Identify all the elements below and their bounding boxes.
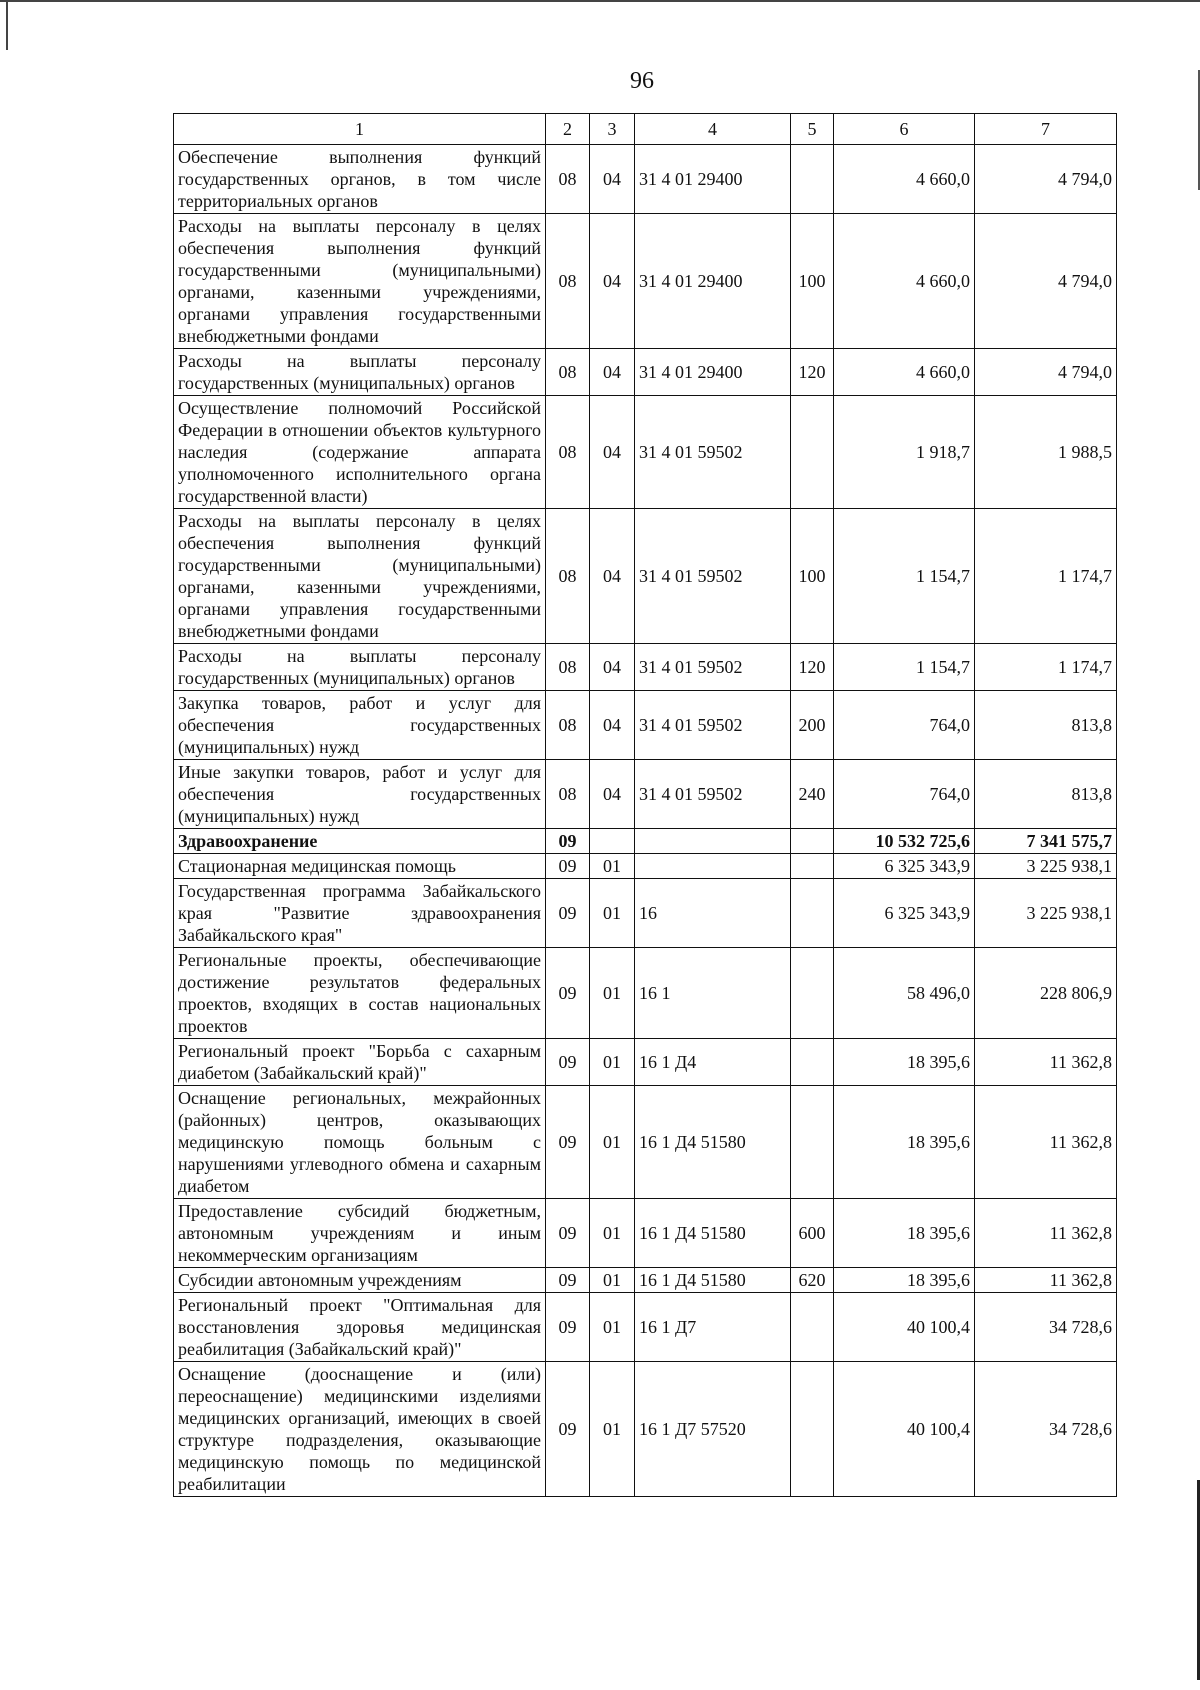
amount-col7-cell: 3 225 938,1 [975, 879, 1117, 948]
subsection-code-cell: 01 [590, 854, 635, 879]
target-article-cell: 16 1 [635, 948, 791, 1039]
expense-type-cell [791, 396, 834, 509]
subsection-code-cell: 01 [590, 1293, 635, 1362]
item-name-cell: Обеспечение выполнения функций государственных органов, в том числе территориальных органов [174, 145, 546, 214]
target-article-cell [635, 829, 791, 854]
amount-col6-cell: 10 532 725,6 [834, 829, 975, 854]
item-name-cell: Оснащение региональных, межрайонных (районных) центров, оказывающих медицинскую помощь больным с нарушениями углеводного обмена и сахарным диабетом [174, 1086, 546, 1199]
amount-col6-cell: 1 154,7 [834, 644, 975, 691]
expense-type-cell [791, 879, 834, 948]
expense-type-cell [791, 948, 834, 1039]
subsection-code-cell: 04 [590, 509, 635, 644]
expense-type-cell [791, 145, 834, 214]
table-row [174, 760, 1117, 829]
section-code-cell: 09 [546, 1039, 590, 1086]
expense-type-cell: 120 [791, 644, 834, 691]
section-code-cell: 09 [546, 1086, 590, 1199]
amount-col7-cell: 11 362,8 [975, 1268, 1117, 1293]
expense-type-cell: 120 [791, 349, 834, 396]
header-cell: 3 [590, 114, 635, 145]
item-name-cell: Здравоохранение [174, 829, 546, 854]
subsection-code-cell: 04 [590, 760, 635, 829]
table-row [174, 1362, 1117, 1497]
section-code-cell: 09 [546, 829, 590, 854]
table-row [174, 691, 1117, 760]
amount-col6-cell: 1 154,7 [834, 509, 975, 644]
expense-type-cell: 600 [791, 1199, 834, 1268]
amount-col6-cell: 764,0 [834, 691, 975, 760]
amount-col7-cell: 3 225 938,1 [975, 854, 1117, 879]
amount-col7-cell: 1 174,7 [975, 509, 1117, 644]
table-row [174, 509, 1117, 644]
item-name-cell: Иные закупки товаров, работ и услуг для обеспечения государственных (муниципальных) нужд [174, 760, 546, 829]
item-name-cell: Закупка товаров, работ и услуг для обеспечения государственных (муниципальных) нужд [174, 691, 546, 760]
expense-type-cell [791, 854, 834, 879]
section-code-cell: 09 [546, 1199, 590, 1268]
amount-col6-cell: 1 918,7 [834, 396, 975, 509]
target-article-cell: 16 1 Д7 [635, 1293, 791, 1362]
table-row [174, 1199, 1117, 1268]
section-code-cell: 09 [546, 1268, 590, 1293]
expense-type-cell [791, 829, 834, 854]
expense-type-cell: 100 [791, 214, 834, 349]
amount-col7-cell: 813,8 [975, 691, 1117, 760]
amount-col6-cell: 58 496,0 [834, 948, 975, 1039]
item-name-cell: Предоставление субсидий бюджетным, автономным учреждениям и иным некоммерческим организациям [174, 1199, 546, 1268]
item-name-cell: Расходы на выплаты персоналу в целях обеспечения выполнения функций государственными (муниципальными) органами, казенными учреждениями, органами управления государственными внебюджетными фондами [174, 509, 546, 644]
header-cell: 7 [975, 114, 1117, 145]
item-name-cell: Оснащение (дооснащение и (или) переоснащение) медицинскими изделиями медицинских организаций, имеющих в своей структуре подразделения, оказывающие медицинскую помощь по медицинской реабилитации [174, 1362, 546, 1497]
table-row [174, 879, 1117, 948]
subsection-code-cell: 04 [590, 349, 635, 396]
table-row [174, 854, 1117, 879]
expense-type-cell [791, 1362, 834, 1497]
table-header-row [174, 114, 1117, 145]
amount-col6-cell: 40 100,4 [834, 1293, 975, 1362]
amount-col7-cell: 34 728,6 [975, 1362, 1117, 1497]
table-row [174, 396, 1117, 509]
subsection-code-cell: 04 [590, 145, 635, 214]
scan-edge-top [0, 0, 1200, 2]
item-name-cell: Региональные проекты, обеспечивающие достижение результатов федеральных проектов, входящих в состав национальных проектов [174, 948, 546, 1039]
table-row [174, 1086, 1117, 1199]
target-article-cell: 31 4 01 59502 [635, 396, 791, 509]
section-code-cell: 08 [546, 509, 590, 644]
table-row [174, 349, 1117, 396]
target-article-cell: 31 4 01 59502 [635, 509, 791, 644]
amount-col6-cell: 18 395,6 [834, 1086, 975, 1199]
subsection-code-cell: 01 [590, 1199, 635, 1268]
header-cell: 4 [635, 114, 791, 145]
section-code-cell: 08 [546, 691, 590, 760]
amount-col7-cell: 34 728,6 [975, 1293, 1117, 1362]
section-code-cell: 09 [546, 1362, 590, 1497]
amount-col7-cell: 1 988,5 [975, 396, 1117, 509]
table-row [174, 214, 1117, 349]
table-row [174, 948, 1117, 1039]
subsection-code-cell: 04 [590, 396, 635, 509]
subsection-code-cell: 04 [590, 691, 635, 760]
expense-type-cell [791, 1086, 834, 1199]
subsection-code-cell: 01 [590, 1039, 635, 1086]
item-name-cell: Региональный проект "Борьба с сахарным диабетом (Забайкальский край)" [174, 1039, 546, 1086]
amount-col6-cell: 4 660,0 [834, 145, 975, 214]
item-name-cell: Расходы на выплаты персоналу в целях обеспечения выполнения функций государственными (муниципальными) органами, казенными учреждениями, органами управления государственными внебюджетными фондами [174, 214, 546, 349]
table-row [174, 644, 1117, 691]
item-name-cell: Субсидии автономным учреждениям [174, 1268, 546, 1293]
section-code-cell: 08 [546, 644, 590, 691]
section-code-cell: 08 [546, 214, 590, 349]
amount-col6-cell: 40 100,4 [834, 1362, 975, 1497]
subsection-code-cell: 01 [590, 1362, 635, 1497]
subsection-code-cell: 04 [590, 644, 635, 691]
target-article-cell: 16 1 Д4 [635, 1039, 791, 1086]
section-code-cell: 09 [546, 948, 590, 1039]
amount-col7-cell: 11 362,8 [975, 1086, 1117, 1199]
target-article-cell: 16 1 Д4 51580 [635, 1199, 791, 1268]
amount-col6-cell: 18 395,6 [834, 1039, 975, 1086]
header-cell: 1 [174, 114, 546, 145]
subsection-code-cell: 01 [590, 948, 635, 1039]
target-article-cell [635, 854, 791, 879]
target-article-cell: 16 1 Д4 51580 [635, 1086, 791, 1199]
amount-col7-cell: 228 806,9 [975, 948, 1117, 1039]
amount-col7-cell: 1 174,7 [975, 644, 1117, 691]
item-name-cell: Расходы на выплаты персоналу государственных (муниципальных) органов [174, 349, 546, 396]
amount-col7-cell: 11 362,8 [975, 1039, 1117, 1086]
item-name-cell: Региональный проект "Оптимальная для восстановления здоровья медицинская реабилитация (Забайкальский край)" [174, 1293, 546, 1362]
header-cell: 5 [791, 114, 834, 145]
amount-col7-cell: 4 794,0 [975, 349, 1117, 396]
item-name-cell: Осуществление полномочий Российской Федерации в отношении объектов культурного наследия (содержание аппарата уполномоченного исполнительного органа государственной власти) [174, 396, 546, 509]
expense-type-cell: 100 [791, 509, 834, 644]
section-code-cell: 08 [546, 349, 590, 396]
table-row [174, 1293, 1117, 1362]
section-code-cell: 09 [546, 854, 590, 879]
header-cell: 2 [546, 114, 590, 145]
expense-type-cell: 240 [791, 760, 834, 829]
amount-col6-cell: 4 660,0 [834, 349, 975, 396]
amount-col6-cell: 18 395,6 [834, 1199, 975, 1268]
section-code-cell: 08 [546, 396, 590, 509]
subsection-code-cell [590, 829, 635, 854]
target-article-cell: 31 4 01 29400 [635, 349, 791, 396]
amount-col7-cell: 4 794,0 [975, 145, 1117, 214]
amount-col7-cell: 7 341 575,7 [975, 829, 1117, 854]
target-article-cell: 16 1 Д7 57520 [635, 1362, 791, 1497]
subsection-code-cell: 04 [590, 214, 635, 349]
scan-edge-left [6, 0, 8, 50]
item-name-cell: Государственная программа Забайкальского края "Развитие здравоохранения Забайкальского края" [174, 879, 546, 948]
table-body [174, 114, 1117, 1497]
target-article-cell: 31 4 01 59502 [635, 691, 791, 760]
table-row [174, 1039, 1117, 1086]
section-code-cell: 09 [546, 1293, 590, 1362]
subsection-code-cell: 01 [590, 879, 635, 948]
amount-col6-cell: 18 395,6 [834, 1268, 975, 1293]
target-article-cell: 31 4 01 59502 [635, 760, 791, 829]
subsection-code-cell: 01 [590, 1268, 635, 1293]
table-row [174, 145, 1117, 214]
subsection-code-cell: 01 [590, 1086, 635, 1199]
amount-col7-cell: 813,8 [975, 760, 1117, 829]
item-name-cell: Стационарная медицинская помощь [174, 854, 546, 879]
amount-col6-cell: 4 660,0 [834, 214, 975, 349]
expense-type-cell [791, 1039, 834, 1086]
table-row [174, 829, 1117, 854]
expense-type-cell: 200 [791, 691, 834, 760]
section-code-cell: 08 [546, 145, 590, 214]
section-code-cell: 08 [546, 760, 590, 829]
section-code-cell: 09 [546, 879, 590, 948]
expense-type-cell: 620 [791, 1268, 834, 1293]
budget-table [173, 113, 1117, 1497]
target-article-cell: 31 4 01 29400 [635, 145, 791, 214]
target-article-cell: 31 4 01 29400 [635, 214, 791, 349]
amount-col7-cell: 4 794,0 [975, 214, 1117, 349]
page-number: 96 [630, 68, 654, 94]
amount-col6-cell: 6 325 343,9 [834, 879, 975, 948]
target-article-cell: 16 [635, 879, 791, 948]
table-row [174, 1268, 1117, 1293]
amount-col6-cell: 764,0 [834, 760, 975, 829]
expense-type-cell [791, 1293, 834, 1362]
amount-col7-cell: 11 362,8 [975, 1199, 1117, 1268]
amount-col6-cell: 6 325 343,9 [834, 854, 975, 879]
header-cell: 6 [834, 114, 975, 145]
target-article-cell: 16 1 Д4 51580 [635, 1268, 791, 1293]
item-name-cell: Расходы на выплаты персоналу государственных (муниципальных) органов [174, 644, 546, 691]
target-article-cell: 31 4 01 59502 [635, 644, 791, 691]
